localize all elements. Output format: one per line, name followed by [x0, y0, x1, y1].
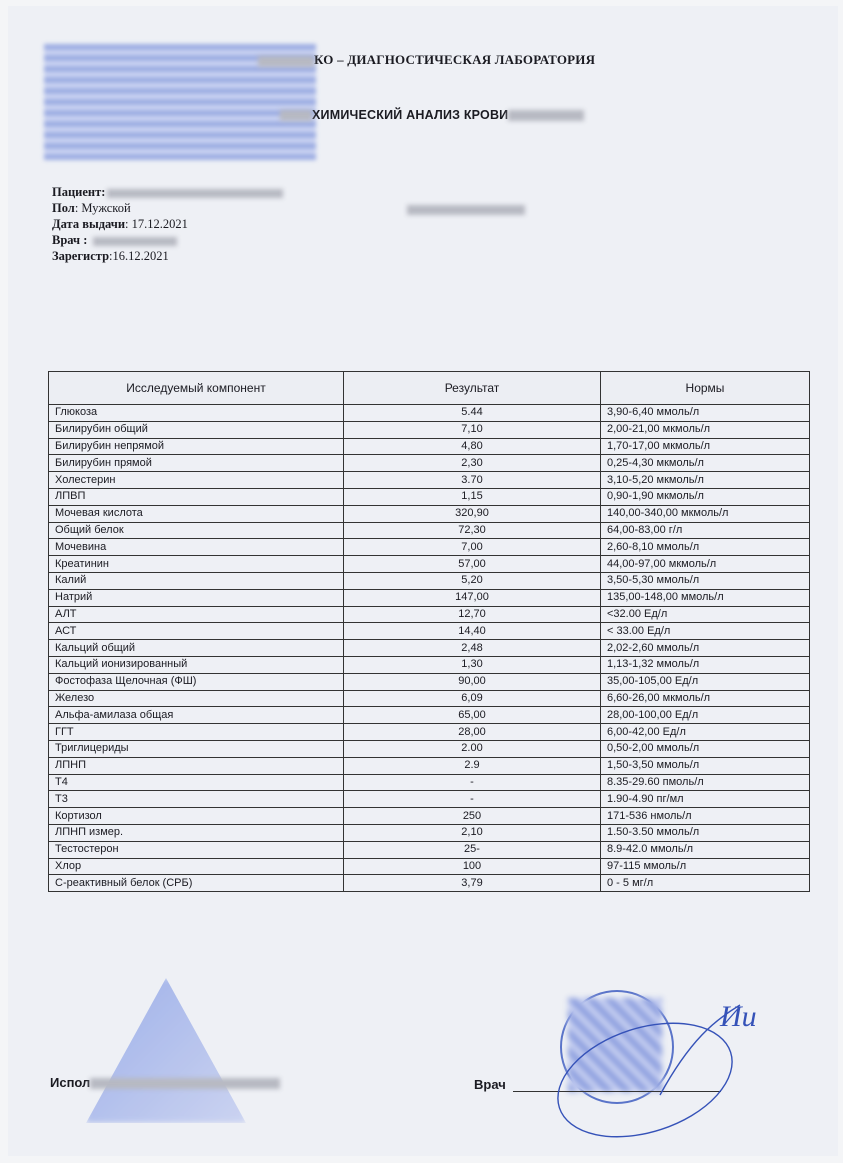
result-cell: 2.00	[344, 740, 601, 757]
result-cell: 12,70	[344, 606, 601, 623]
result-cell: 2.9	[344, 757, 601, 774]
result-cell: 100	[344, 858, 601, 875]
table-row	[49, 841, 810, 858]
table-row	[49, 707, 810, 724]
table-row	[49, 673, 810, 690]
component-cell: ЛПНП измер.	[49, 824, 344, 841]
sex-row	[52, 200, 283, 216]
result-cell: 2,30	[344, 455, 601, 472]
norm-cell: 0,25-4,30 мкмоль/л	[601, 455, 810, 472]
performer-label: Испол	[50, 1075, 91, 1090]
table-row	[49, 606, 810, 623]
component-cell: Мочевина	[49, 539, 344, 556]
table-row	[49, 556, 810, 573]
patient-info	[52, 184, 283, 264]
redacted-block	[258, 56, 314, 67]
component-cell: Тестостерон	[49, 841, 344, 858]
document-title	[280, 108, 584, 122]
result-cell: 2,10	[344, 824, 601, 841]
component-cell: Железо	[49, 690, 344, 707]
result-cell: 3,79	[344, 875, 601, 892]
table-row	[49, 505, 810, 522]
table-row	[49, 690, 810, 707]
sex-label: Пол	[52, 201, 75, 215]
table-row	[49, 640, 810, 657]
registered-row	[52, 248, 283, 264]
component-cell: Т3	[49, 791, 344, 808]
component-cell: Калий	[49, 572, 344, 589]
table-row	[49, 808, 810, 825]
result-cell: 57,00	[344, 556, 601, 573]
component-cell: ЛПВП	[49, 488, 344, 505]
norm-cell: 171-536 нмоль/л	[601, 808, 810, 825]
result-cell: 1,15	[344, 488, 601, 505]
component-cell: Хлор	[49, 858, 344, 875]
component-cell: Глюкоза	[49, 405, 344, 422]
lab-name	[258, 52, 595, 68]
result-cell: 2,48	[344, 640, 601, 657]
table-row	[49, 421, 810, 438]
result-cell: 25-	[344, 841, 601, 858]
doctor-row	[52, 232, 283, 248]
table-row	[49, 488, 810, 505]
component-cell: Билирубин общий	[49, 421, 344, 438]
result-cell: 7,00	[344, 539, 601, 556]
doctor-label: Врач :	[52, 233, 88, 247]
norm-cell: 3,10-5,20 мкмоль/л	[601, 472, 810, 489]
component-cell: Кортизол	[49, 808, 344, 825]
patient-label: Пациент:	[52, 185, 106, 199]
norm-cell: 3,90-6,40 ммоль/л	[601, 405, 810, 422]
table-row	[49, 438, 810, 455]
norm-cell: 2,02-2,60 ммоль/л	[601, 640, 810, 657]
component-cell: ЛПНП	[49, 757, 344, 774]
component-cell: АЛТ	[49, 606, 344, 623]
table-row	[49, 472, 810, 489]
issue-date-row	[52, 216, 283, 232]
table-row	[49, 572, 810, 589]
result-cell: 72,30	[344, 522, 601, 539]
redacted-block	[90, 1078, 280, 1089]
result-cell: 1,30	[344, 656, 601, 673]
norm-cell: 97-115 ммоль/л	[601, 858, 810, 875]
component-cell: Холестерин	[49, 472, 344, 489]
lab-name-text: КО – ДИАГНОСТИЧЕСКАЯ ЛАБОРАТОРИЯ	[314, 52, 596, 67]
registered-label: Зарегистр	[52, 249, 110, 263]
norm-cell: 6,00-42,00 Ед/л	[601, 724, 810, 741]
table-row	[49, 539, 810, 556]
component-cell: Кальций общий	[49, 640, 344, 657]
table-row	[49, 405, 810, 422]
norm-cell: 1.50-3.50 ммоль/л	[601, 824, 810, 841]
component-cell: Кальций ионизированный	[49, 656, 344, 673]
norm-cell: 1,50-3,50 ммоль/л	[601, 757, 810, 774]
component-cell: Альфа-амилаза общая	[49, 707, 344, 724]
issue-date-label: Дата выдачи	[52, 217, 126, 231]
norm-cell: 2,00-21,00 мкмоль/л	[601, 421, 810, 438]
component-cell: ГГТ	[49, 724, 344, 741]
result-cell: 90,00	[344, 673, 601, 690]
document-title-text: ХИМИЧЕСКИЙ АНАЛИЗ КРОВИ	[312, 108, 509, 122]
redacted-block	[107, 189, 283, 198]
redacted-block	[508, 110, 584, 121]
table-row	[49, 455, 810, 472]
table-row	[49, 724, 810, 741]
norm-cell: 6,60-26,00 мкмоль/л	[601, 690, 810, 707]
component-cell: Креатинин	[49, 556, 344, 573]
table-row	[49, 589, 810, 606]
norm-cell: 140,00-340,00 мкмоль/л	[601, 505, 810, 522]
table-row	[49, 623, 810, 640]
table-row	[49, 522, 810, 539]
component-cell: Билирубин непрямой	[49, 438, 344, 455]
table-row	[49, 740, 810, 757]
redacted-block	[93, 237, 177, 246]
result-cell: 5,20	[344, 572, 601, 589]
results-table	[48, 371, 810, 892]
component-cell: Общий белок	[49, 522, 344, 539]
registered-value: :16.12.2021	[109, 249, 169, 263]
result-cell: 28,00	[344, 724, 601, 741]
col-component-header: Исследуемый компонент	[49, 372, 344, 405]
result-cell: -	[344, 774, 601, 791]
signature	[540, 1000, 770, 1140]
norm-cell: < 33.00 Ед/л	[601, 623, 810, 640]
component-cell: Т4	[49, 774, 344, 791]
component-cell: Билирубин прямой	[49, 455, 344, 472]
norm-cell: 0,90-1,90 мкмоль/л	[601, 488, 810, 505]
result-cell: 250	[344, 808, 601, 825]
norm-cell: 1.90-4.90 пг/мл	[601, 791, 810, 808]
result-cell: 3.70	[344, 472, 601, 489]
result-cell: 6,09	[344, 690, 601, 707]
result-cell: 4,80	[344, 438, 601, 455]
redacted-block	[280, 110, 312, 121]
norm-cell: 35,00-105,00 Ед/л	[601, 673, 810, 690]
norm-cell: 2,60-8,10 ммоль/л	[601, 539, 810, 556]
table-row	[49, 774, 810, 791]
norm-cell: 8.9-42.0 ммоль/л	[601, 841, 810, 858]
result-cell: 147,00	[344, 589, 601, 606]
norm-cell: 0 - 5 мг/л	[601, 875, 810, 892]
component-cell: АСТ	[49, 623, 344, 640]
result-cell: 65,00	[344, 707, 601, 724]
table-row	[49, 757, 810, 774]
table-row	[49, 791, 810, 808]
doctor-sign-label: Врач	[474, 1077, 506, 1092]
table-header-row	[49, 372, 810, 405]
component-cell: Триглицериды	[49, 740, 344, 757]
norm-cell: 44,00-97,00 мкмоль/л	[601, 556, 810, 573]
table-row	[49, 858, 810, 875]
norm-cell: 1,70-17,00 мкмоль/л	[601, 438, 810, 455]
component-cell: Мочевая кислота	[49, 505, 344, 522]
patient-row	[52, 184, 283, 200]
norm-cell: 64,00-83,00 г/л	[601, 522, 810, 539]
table-row	[49, 875, 810, 892]
component-cell: Натрий	[49, 589, 344, 606]
result-cell: 7,10	[344, 421, 601, 438]
norm-cell: 135,00-148,00 ммоль/л	[601, 589, 810, 606]
performer-line	[50, 1075, 280, 1090]
result-cell: 320,90	[344, 505, 601, 522]
result-cell: -	[344, 791, 601, 808]
component-cell: Фостофаза Щелочная (ФШ)	[49, 673, 344, 690]
norm-cell: 1,13-1,32 ммоль/л	[601, 656, 810, 673]
norm-cell: 8.35-29.60 пмоль/л	[601, 774, 810, 791]
col-result-header: Результат	[344, 372, 601, 405]
issue-date-value: : 17.12.2021	[125, 217, 188, 231]
component-cell: С-реактивный белок (СРБ)	[49, 875, 344, 892]
result-cell: 5.44	[344, 405, 601, 422]
norm-cell: <32.00 Ед/л	[601, 606, 810, 623]
result-cell: 14,40	[344, 623, 601, 640]
signature-glyph: Ии	[720, 1000, 757, 1033]
col-norms-header: Нормы	[601, 372, 810, 405]
table-row	[49, 824, 810, 841]
redacted-age	[407, 205, 525, 215]
sex-value: : Мужской	[74, 201, 131, 215]
table-row	[49, 656, 810, 673]
norm-cell: 0,50-2,00 ммоль/л	[601, 740, 810, 757]
norm-cell: 28,00-100,00 Ед/л	[601, 707, 810, 724]
norm-cell: 3,50-5,30 ммоль/л	[601, 572, 810, 589]
